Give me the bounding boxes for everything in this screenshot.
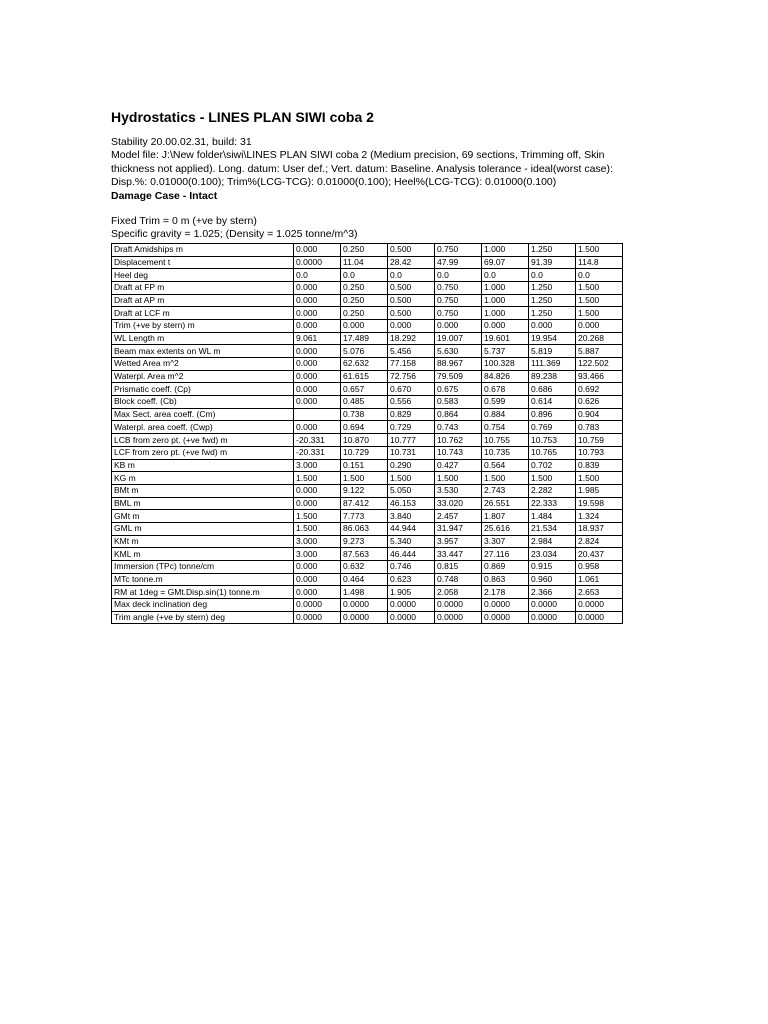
table-cell: 0.564 — [482, 459, 529, 472]
page-title: Hydrostatics - LINES PLAN SIWI coba 2 — [111, 109, 374, 125]
table-cell: 0.829 — [388, 408, 435, 421]
info-line-model-file: Model file: J:\New folder\siwi\LINES PLAN SIWI coba 2 (Medium precision, 69 sections, Trimming off, Skin — [111, 149, 605, 162]
table-cell: 10.753 — [529, 434, 576, 447]
table-cell: 5.819 — [529, 345, 576, 358]
table-cell: 87.563 — [341, 548, 388, 561]
table-row — [112, 281, 623, 294]
table-cell: 1.807 — [482, 510, 529, 523]
table-cell: 0.000 — [294, 243, 341, 256]
table-cell: 0.750 — [435, 307, 482, 320]
table-row — [112, 256, 623, 269]
table-cell: 0.750 — [435, 294, 482, 307]
table-cell: 47.99 — [435, 256, 482, 269]
table-cell: 0.000 — [294, 586, 341, 599]
table-cell: 1.500 — [435, 472, 482, 485]
table-row — [112, 573, 623, 586]
table-row — [112, 548, 623, 561]
table-cell: 0.0 — [529, 269, 576, 282]
table-cell: 0.000 — [529, 319, 576, 332]
row-label: RM at 1deg = GMt.Disp.sin(1) tonne.m — [112, 586, 294, 599]
table-row — [112, 358, 623, 371]
table-cell: 1.500 — [294, 510, 341, 523]
row-label: Draft at AP m — [112, 294, 294, 307]
row-label: Max deck inclination deg — [112, 599, 294, 612]
table-cell: 0.000 — [294, 561, 341, 574]
table-cell: 3.000 — [294, 459, 341, 472]
table-cell: 0.0000 — [482, 599, 529, 612]
table-cell: 0.000 — [294, 281, 341, 294]
row-label: Wetted Area m^2 — [112, 358, 294, 371]
table-cell: 69.07 — [482, 256, 529, 269]
table-cell: 0.000 — [294, 307, 341, 320]
table-cell: 2.178 — [482, 586, 529, 599]
table-cell: 0.000 — [294, 370, 341, 383]
table-row — [112, 383, 623, 396]
table-cell: 0.815 — [435, 561, 482, 574]
table-cell: 0.0000 — [294, 611, 341, 624]
table-cell: 5.456 — [388, 345, 435, 358]
table-cell: 93.466 — [576, 370, 623, 383]
table-row — [112, 307, 623, 320]
table-cell: 9.061 — [294, 332, 341, 345]
table-row — [112, 294, 623, 307]
table-row — [112, 408, 623, 421]
table-cell: 1.500 — [576, 294, 623, 307]
row-label: Max Sect. area coeff. (Cm) — [112, 408, 294, 421]
table-cell: 1.500 — [576, 281, 623, 294]
table-cell: 5.737 — [482, 345, 529, 358]
table-cell: 62.632 — [341, 358, 388, 371]
document-page — [111, 108, 671, 624]
table-row — [112, 586, 623, 599]
table-cell: 33.447 — [435, 548, 482, 561]
table-cell: 19.598 — [576, 497, 623, 510]
table-cell: 1.985 — [576, 484, 623, 497]
table-cell: 1.500 — [294, 522, 341, 535]
row-label: KMt m — [112, 535, 294, 548]
table-row — [112, 370, 623, 383]
table-cell: 61.615 — [341, 370, 388, 383]
table-row — [112, 345, 623, 358]
table-cell: 79.509 — [435, 370, 482, 383]
table-cell: 0.884 — [482, 408, 529, 421]
table-cell: 1.500 — [576, 307, 623, 320]
table-cell: 33.020 — [435, 497, 482, 510]
table-cell: 0.250 — [341, 243, 388, 256]
table-cell: 0.000 — [482, 319, 529, 332]
table-cell: 5.076 — [341, 345, 388, 358]
table-cell: 46.444 — [388, 548, 435, 561]
table-cell: 1.324 — [576, 510, 623, 523]
table-row — [112, 243, 623, 256]
table-cell: 23.034 — [529, 548, 576, 561]
table-cell: 0.000 — [294, 484, 341, 497]
table-cell: 9.273 — [341, 535, 388, 548]
table-cell: 0.000 — [294, 497, 341, 510]
table-cell: 0.783 — [576, 421, 623, 434]
table-cell: 10.759 — [576, 434, 623, 447]
table-cell: 10.743 — [435, 446, 482, 459]
table-cell: 0.000 — [294, 345, 341, 358]
table-cell: 0.0 — [388, 269, 435, 282]
table-cell: 1.250 — [529, 307, 576, 320]
table-row — [112, 472, 623, 485]
table-cell: 1.498 — [341, 586, 388, 599]
table-cell: 1.250 — [529, 281, 576, 294]
table-cell: 1.250 — [529, 243, 576, 256]
row-label: Displacement t — [112, 256, 294, 269]
table-cell: 25.616 — [482, 522, 529, 535]
row-label: Waterpl. area coeff. (Cwp) — [112, 421, 294, 434]
table-cell: 0.623 — [388, 573, 435, 586]
table-cell: 3.530 — [435, 484, 482, 497]
table-cell: 0.0 — [341, 269, 388, 282]
table-cell: 0.0000 — [341, 611, 388, 624]
row-label: Draft at FP m — [112, 281, 294, 294]
row-label: Draft Amidships m — [112, 243, 294, 256]
table-cell: 0.464 — [341, 573, 388, 586]
table-cell: 0.769 — [529, 421, 576, 434]
table-cell: 1.061 — [576, 573, 623, 586]
row-label: BMt m — [112, 484, 294, 497]
table-cell: 0.599 — [482, 396, 529, 409]
table-cell: -20.331 — [294, 446, 341, 459]
info-line-tolerance: Disp.%: 0.01000(0.100); Trim%(LCG-TCG): 0.01000(0.100); Heel%(LCG-TCG): 0.01000(0.100) — [111, 176, 557, 189]
table-cell: 0.556 — [388, 396, 435, 409]
table-cell: 0.0000 — [529, 599, 576, 612]
table-row — [112, 434, 623, 447]
table-cell: 88.967 — [435, 358, 482, 371]
table-cell: 44.944 — [388, 522, 435, 535]
table-cell: 0.250 — [341, 307, 388, 320]
table-cell: 0.632 — [341, 561, 388, 574]
table-cell: 1.000 — [482, 281, 529, 294]
table-cell: 0.675 — [435, 383, 482, 396]
table-cell: 27.116 — [482, 548, 529, 561]
table-cell: 2.457 — [435, 510, 482, 523]
table-cell: 19.601 — [482, 332, 529, 345]
table-cell: 0.0 — [435, 269, 482, 282]
table-cell: 0.000 — [435, 319, 482, 332]
table-cell: 89.238 — [529, 370, 576, 383]
table-cell: 77.158 — [388, 358, 435, 371]
table-row — [112, 611, 623, 624]
table-cell: 1.500 — [482, 472, 529, 485]
table-cell: 0.0000 — [388, 611, 435, 624]
table-cell: 0.692 — [576, 383, 623, 396]
table-cell: 26.551 — [482, 497, 529, 510]
damage-case: Damage Case - Intact — [111, 189, 218, 202]
table-cell: 31.947 — [435, 522, 482, 535]
table-row — [112, 497, 623, 510]
table-cell: 17.489 — [341, 332, 388, 345]
table-cell: 0.000 — [388, 319, 435, 332]
table-cell: 0.000 — [341, 319, 388, 332]
table-cell: 21.534 — [529, 522, 576, 535]
table-cell: 0.583 — [435, 396, 482, 409]
table-cell: 87.412 — [341, 497, 388, 510]
table-cell: 0.250 — [341, 281, 388, 294]
table-cell: 84.826 — [482, 370, 529, 383]
table-cell: 0.151 — [341, 459, 388, 472]
table-cell: 1.500 — [576, 472, 623, 485]
table-cell: 2.824 — [576, 535, 623, 548]
table-cell: 10.765 — [529, 446, 576, 459]
specific-gravity: Specific gravity = 1.025; (Density = 1.025 tonne/m^3) — [111, 228, 358, 241]
table-cell: 0.500 — [388, 243, 435, 256]
row-label: LCF from zero pt. (+ve fwd) m — [112, 446, 294, 459]
table-row — [112, 535, 623, 548]
table-cell: 5.887 — [576, 345, 623, 358]
table-cell: 10.793 — [576, 446, 623, 459]
table-cell: 0.0000 — [576, 599, 623, 612]
table-cell: 0.0000 — [388, 599, 435, 612]
table-row — [112, 510, 623, 523]
row-label: GMt m — [112, 510, 294, 523]
fixed-trim: Fixed Trim = 0 m (+ve by stern) — [111, 215, 257, 228]
table-cell: 2.743 — [482, 484, 529, 497]
table-row — [112, 459, 623, 472]
table-cell: 0.485 — [341, 396, 388, 409]
row-label: Trim (+ve by stern) m — [112, 319, 294, 332]
table-cell: 1.500 — [388, 472, 435, 485]
table-cell: 0.694 — [341, 421, 388, 434]
table-cell: 0.500 — [388, 294, 435, 307]
table-cell: 19.954 — [529, 332, 576, 345]
row-label: LCB from zero pt. (+ve fwd) m — [112, 434, 294, 447]
table-cell: 0.702 — [529, 459, 576, 472]
hydrostatics-table-body — [112, 243, 623, 624]
table-cell: 0.678 — [482, 383, 529, 396]
table-cell: 0.500 — [388, 307, 435, 320]
table-cell: 2.282 — [529, 484, 576, 497]
table-cell: 10.777 — [388, 434, 435, 447]
table-cell: 1.500 — [529, 472, 576, 485]
row-label: Immersion (TPc) tonne/cm — [112, 561, 294, 574]
table-cell: 19.007 — [435, 332, 482, 345]
table-cell: 0.839 — [576, 459, 623, 472]
table-cell: 0.863 — [482, 573, 529, 586]
table-cell: 0.0000 — [341, 599, 388, 612]
table-cell: 28.42 — [388, 256, 435, 269]
row-label: MTc tonne.m — [112, 573, 294, 586]
table-cell: 10.735 — [482, 446, 529, 459]
row-label: KML m — [112, 548, 294, 561]
table-cell: 20.268 — [576, 332, 623, 345]
table-cell: 0.000 — [294, 421, 341, 434]
table-cell: 0.960 — [529, 573, 576, 586]
table-cell: 0.904 — [576, 408, 623, 421]
table-cell: 3.000 — [294, 548, 341, 561]
table-row — [112, 484, 623, 497]
table-cell: 0.000 — [294, 358, 341, 371]
table-cell: 1.484 — [529, 510, 576, 523]
table-cell: 7.773 — [341, 510, 388, 523]
table-cell: 0.750 — [435, 243, 482, 256]
table-cell: 0.657 — [341, 383, 388, 396]
row-label: Block coeff. (Cb) — [112, 396, 294, 409]
table-cell: 1.905 — [388, 586, 435, 599]
table-cell: 1.250 — [529, 294, 576, 307]
row-label: BML m — [112, 497, 294, 510]
table-cell: 0.746 — [388, 561, 435, 574]
row-label: Trim angle (+ve by stern) deg — [112, 611, 294, 624]
table-cell: 10.870 — [341, 434, 388, 447]
table-cell: 3.307 — [482, 535, 529, 548]
table-row — [112, 396, 623, 409]
row-label: WL Length m — [112, 332, 294, 345]
table-row — [112, 421, 623, 434]
spacer — [111, 203, 671, 215]
table-cell: 0.748 — [435, 573, 482, 586]
table-cell: 0.750 — [435, 281, 482, 294]
table-cell: 2.984 — [529, 535, 576, 548]
table-cell: 1.000 — [482, 243, 529, 256]
table-cell: 11.04 — [341, 256, 388, 269]
table-cell: 0.958 — [576, 561, 623, 574]
table-cell: 0.915 — [529, 561, 576, 574]
table-cell: 0.743 — [435, 421, 482, 434]
table-cell: 122.502 — [576, 358, 623, 371]
table-row — [112, 599, 623, 612]
table-row — [112, 269, 623, 282]
table-cell: 0.686 — [529, 383, 576, 396]
table-cell: 91.39 — [529, 256, 576, 269]
table-row — [112, 332, 623, 345]
row-label: Heel deg — [112, 269, 294, 282]
row-label: Beam max extents on WL m — [112, 345, 294, 358]
table-cell: 0.290 — [388, 459, 435, 472]
table-cell: 2.366 — [529, 586, 576, 599]
hydrostatics-table — [111, 243, 623, 625]
table-cell: 0.0 — [482, 269, 529, 282]
row-label: Draft at LCF m — [112, 307, 294, 320]
table-cell: 1.000 — [482, 294, 529, 307]
table-cell: -20.331 — [294, 434, 341, 447]
table-cell: 0.0000 — [294, 256, 341, 269]
table-cell: 1.500 — [576, 243, 623, 256]
table-cell: 0.0 — [294, 269, 341, 282]
table-cell: 0.000 — [294, 294, 341, 307]
table-cell: 5.340 — [388, 535, 435, 548]
table-cell: 72.756 — [388, 370, 435, 383]
table-cell: 0.000 — [294, 319, 341, 332]
table-cell: 9.122 — [341, 484, 388, 497]
table-cell: 111.369 — [529, 358, 576, 371]
table-cell: 0.427 — [435, 459, 482, 472]
table-row — [112, 561, 623, 574]
table-cell: 0.614 — [529, 396, 576, 409]
info-line-version: Stability 20.00.02.31, build: 31 — [111, 136, 252, 148]
table-cell: 10.731 — [388, 446, 435, 459]
row-label: GML m — [112, 522, 294, 535]
table-cell: 0.738 — [341, 408, 388, 421]
table-cell: 5.630 — [435, 345, 482, 358]
table-cell: 0.0 — [576, 269, 623, 282]
table-cell: 0.896 — [529, 408, 576, 421]
row-label: Prismatic coeff. (Cp) — [112, 383, 294, 396]
table-cell: 10.762 — [435, 434, 482, 447]
table-cell: 0.0000 — [435, 599, 482, 612]
row-label: KB m — [112, 459, 294, 472]
table-cell: 2.058 — [435, 586, 482, 599]
table-cell: 0.250 — [341, 294, 388, 307]
table-cell: 0.000 — [294, 573, 341, 586]
table-cell: 3.000 — [294, 535, 341, 548]
info-line-datum: thickness not applied). Long. datum: User def.; Vert. datum: Baseline. Analysis tolerance - ideal(worst case): — [111, 162, 613, 175]
table-cell: 1.500 — [341, 472, 388, 485]
table-cell: 86.063 — [341, 522, 388, 535]
table-cell: 10.729 — [341, 446, 388, 459]
table-cell: 0.864 — [435, 408, 482, 421]
table-cell: 22.333 — [529, 497, 576, 510]
table-cell: 18.937 — [576, 522, 623, 535]
report-info — [111, 136, 671, 242]
table-cell: 0.000 — [576, 319, 623, 332]
table-cell: 0.000 — [294, 383, 341, 396]
table-cell — [294, 408, 341, 421]
table-cell: 1.000 — [482, 307, 529, 320]
table-cell: 3.957 — [435, 535, 482, 548]
table-cell: 46.153 — [388, 497, 435, 510]
table-cell: 1.500 — [294, 472, 341, 485]
table-cell: 3.840 — [388, 510, 435, 523]
table-cell: 114.8 — [576, 256, 623, 269]
table-cell: 2.653 — [576, 586, 623, 599]
table-cell: 20.437 — [576, 548, 623, 561]
row-label: Waterpl. Area m^2 — [112, 370, 294, 383]
table-row — [112, 319, 623, 332]
table-cell: 0.500 — [388, 281, 435, 294]
table-cell: 0.0000 — [482, 611, 529, 624]
row-label: KG m — [112, 472, 294, 485]
table-cell: 0.754 — [482, 421, 529, 434]
table-cell: 0.000 — [294, 396, 341, 409]
table-cell: 0.0000 — [529, 611, 576, 624]
table-cell: 0.0000 — [435, 611, 482, 624]
table-row — [112, 446, 623, 459]
table-cell: 0.670 — [388, 383, 435, 396]
table-cell: 0.869 — [482, 561, 529, 574]
table-cell: 0.0000 — [294, 599, 341, 612]
table-cell: 18.292 — [388, 332, 435, 345]
table-cell: 100.328 — [482, 358, 529, 371]
table-cell: 0.0000 — [576, 611, 623, 624]
table-cell: 0.626 — [576, 396, 623, 409]
table-cell: 10.755 — [482, 434, 529, 447]
table-row — [112, 522, 623, 535]
table-cell: 5.050 — [388, 484, 435, 497]
table-cell: 0.729 — [388, 421, 435, 434]
